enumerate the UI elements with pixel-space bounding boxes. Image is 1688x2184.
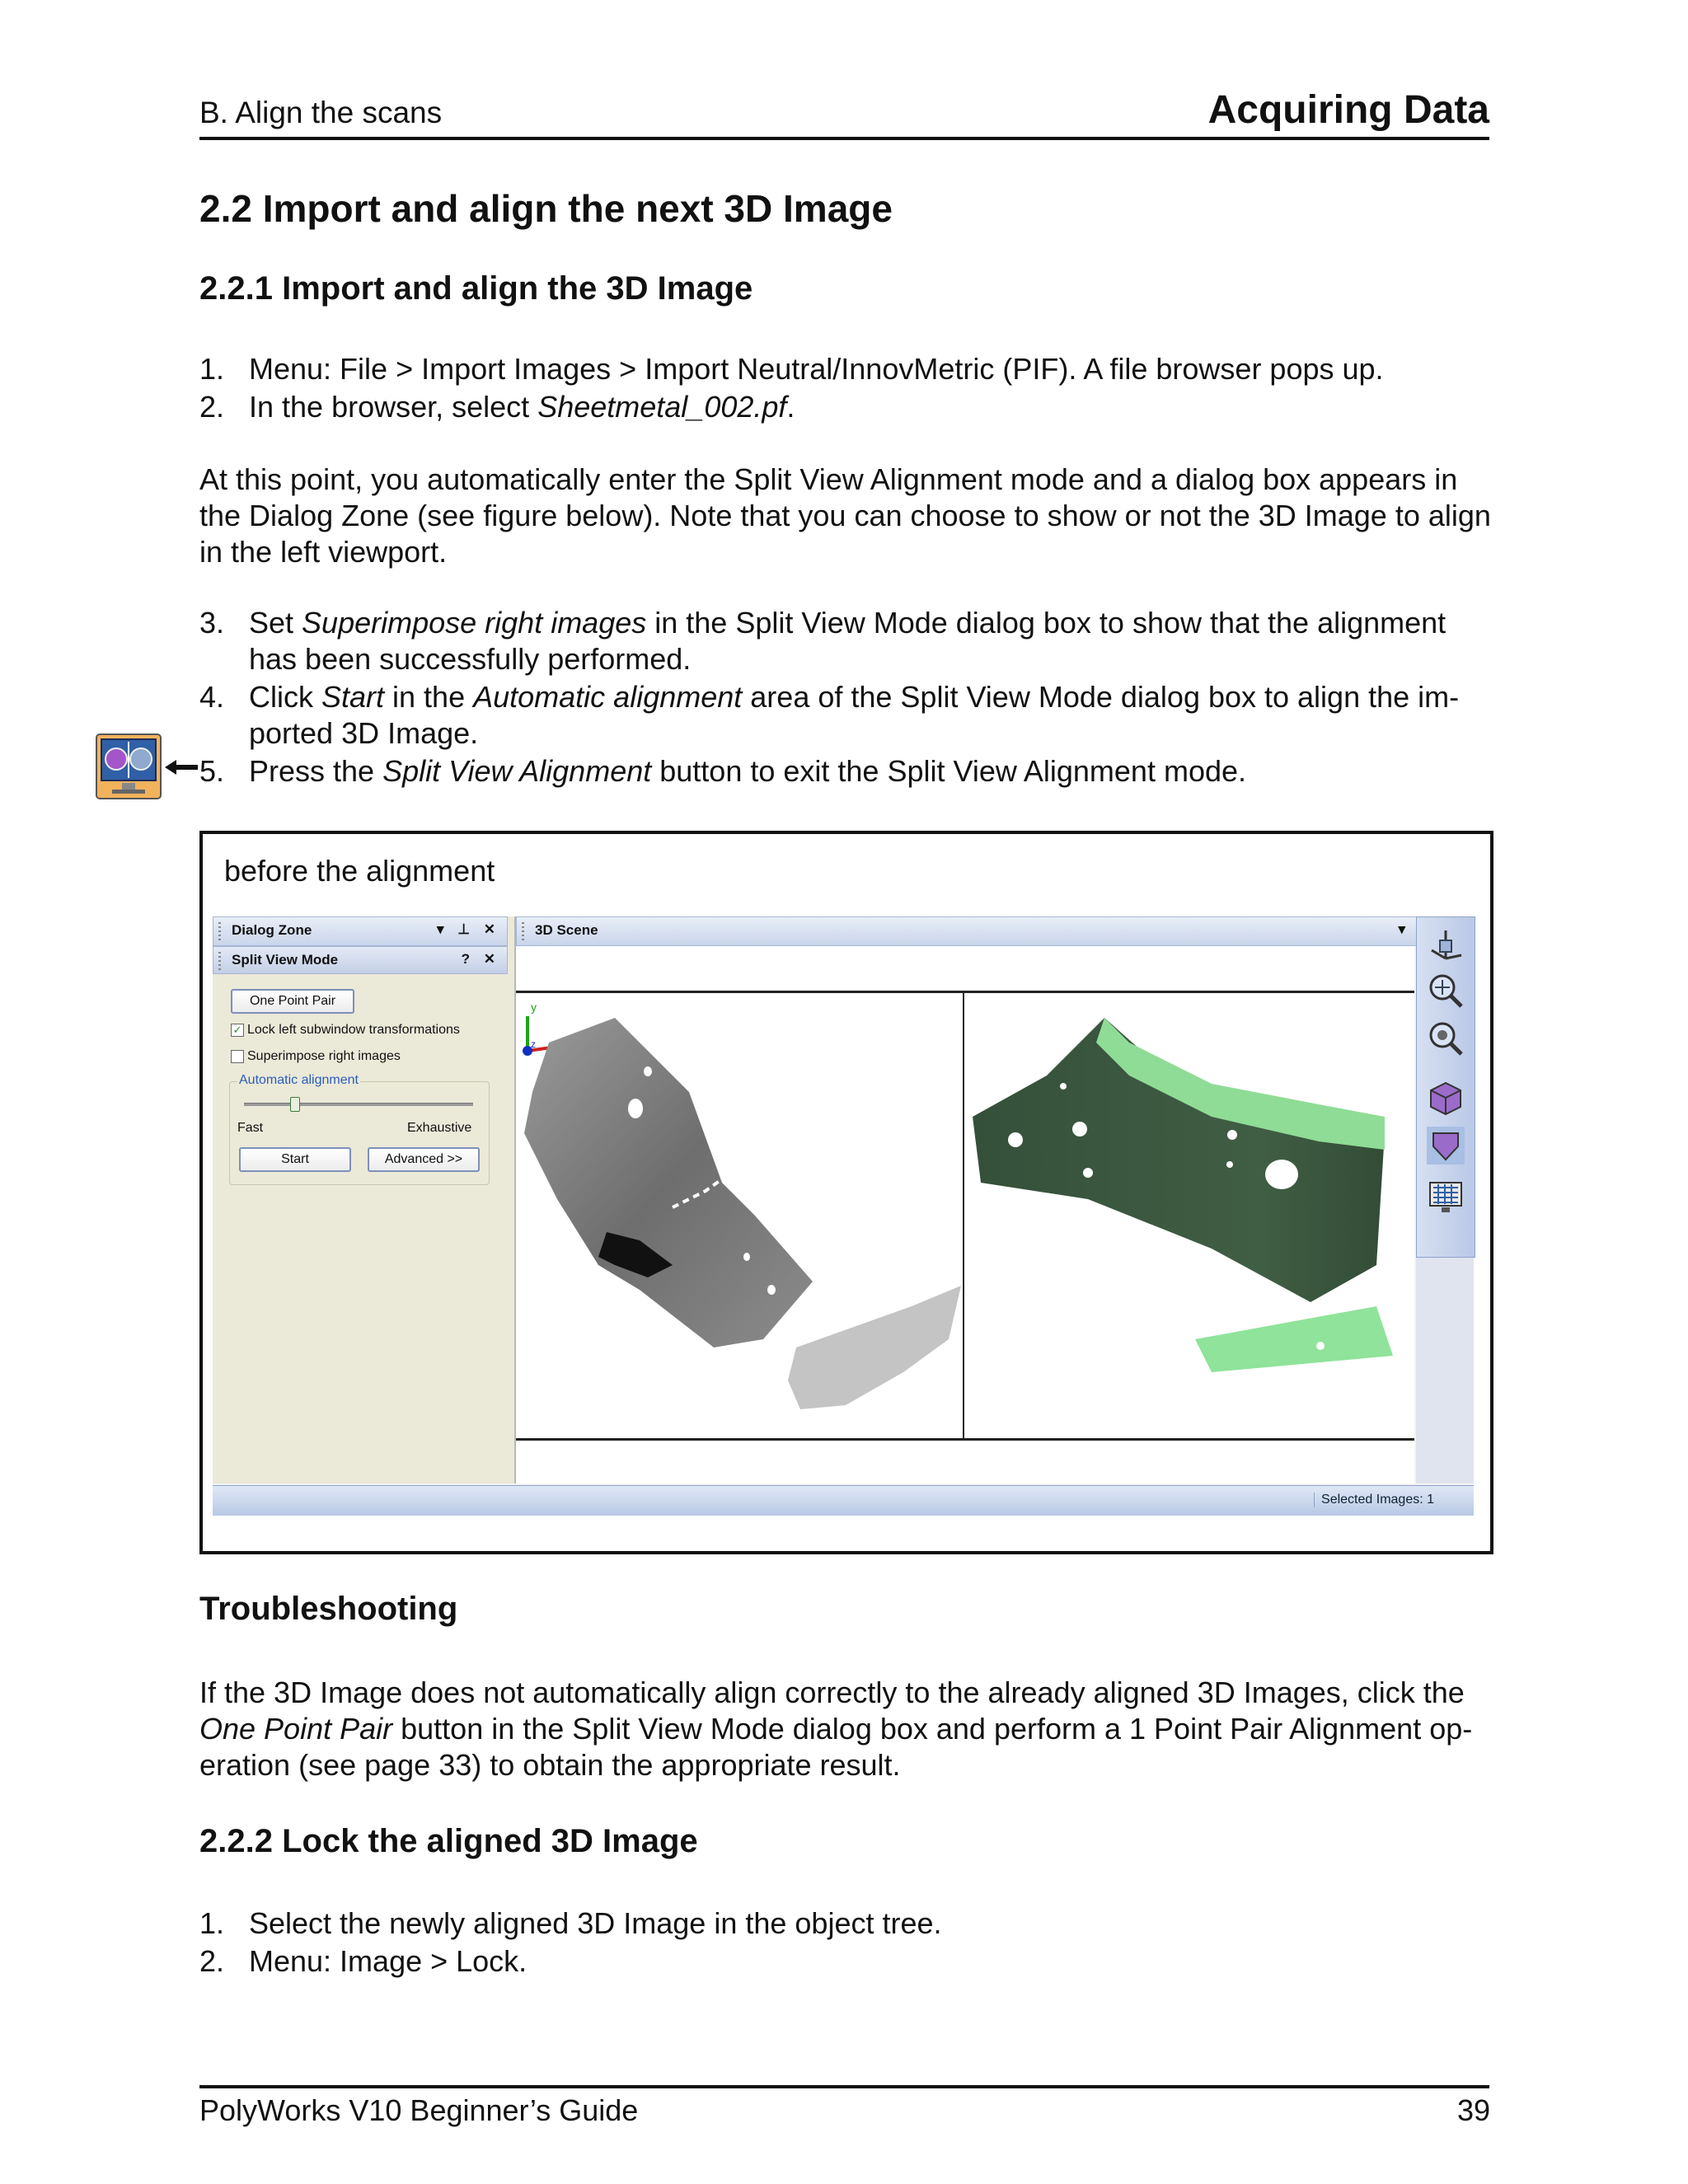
exhaustive-label: Exhaustive (407, 1121, 472, 1135)
scene-top-area (516, 946, 1414, 989)
view-toolbar (1416, 916, 1475, 1258)
scene-titlebar[interactable] (516, 916, 1418, 946)
dialog-controls[interactable]: ? ✕ (461, 951, 500, 967)
section-2-2-heading: 2.2 Import and align the next 3D Image (199, 187, 893, 230)
footer-book-title: PolyWorks V10 Beginner’s Guide (199, 2093, 639, 2127)
pointer-arrow-icon (165, 758, 198, 776)
lock-left-checkbox[interactable]: ✓ Lock left subwindow transformations (231, 1023, 460, 1038)
checkmark-icon[interactable]: ✓ (231, 1024, 244, 1037)
zoom-fit-icon[interactable] (1427, 1019, 1465, 1057)
grip-icon[interactable] (218, 952, 221, 970)
grip-icon[interactable] (522, 922, 524, 940)
split-view-mode-title: Split View Mode (232, 952, 339, 968)
footer-rule (199, 2085, 1489, 2088)
scan-gray-3d-image (516, 993, 963, 1438)
status-bar (213, 1485, 1474, 1516)
svg-text:y: y (531, 1001, 537, 1014)
superimpose-checkbox[interactable]: Superimpose right images (231, 1049, 401, 1064)
scene-title: 3D Scene (535, 922, 598, 938)
fast-label: Fast (237, 1121, 264, 1135)
section-2-2-1-heading: 2.2.1 Import and align the 3D Image (199, 270, 753, 307)
selected-images-status: Selected Images: 1 (1314, 1493, 1434, 1507)
page-number: 39 (1456, 2093, 1490, 2127)
split-view-alignment-icon (94, 732, 163, 801)
split-view-mode-titlebar[interactable] (213, 946, 508, 974)
left-viewport[interactable] (516, 991, 965, 1441)
panel-controls[interactable]: ▾ ⊥ ✕ (436, 921, 500, 937)
running-header-section: B. Align the scans (199, 96, 443, 129)
grip-icon[interactable] (218, 922, 221, 940)
section-2-2-2-heading: 2.2.2 Lock the aligned 3D Image (199, 1823, 698, 1859)
alignment-speed-slider[interactable] (244, 1103, 473, 1106)
troubleshooting-paragraph: If the 3D Image does not automatically align correctly to the already aligned 3D Images, click the One Point Pair button in the Split View Mode dialog box and perform a 1 Point Pair Alignment op-eration (see page 33) to obtain the appropriate result. (199, 1675, 1473, 1782)
one-point-pair-button[interactable]: One Point Pair (231, 989, 354, 1014)
transform-icon[interactable] (1427, 926, 1465, 963)
cube-icon[interactable] (1427, 1079, 1465, 1117)
figure-caption: before the alignment (224, 854, 495, 888)
slider-thumb[interactable] (290, 1097, 300, 1112)
start-button[interactable]: Start (239, 1147, 351, 1172)
advanced-button[interactable]: Advanced >> (368, 1147, 480, 1172)
scan-green-3d-image (964, 993, 1414, 1438)
toolbar-background (1416, 1258, 1474, 1483)
running-header-chapter: Acquiring Data (1207, 88, 1489, 132)
troubleshooting-heading: Troubleshooting (199, 1591, 458, 1627)
dialog-zone-titlebar[interactable] (213, 916, 508, 946)
shield-view-icon[interactable] (1427, 1127, 1465, 1165)
chevron-down-icon[interactable]: ▾ (1398, 921, 1410, 937)
split-view-icon[interactable] (1427, 1178, 1465, 1216)
dialog-zone-title: Dialog Zone (232, 922, 312, 938)
header-rule (199, 137, 1489, 140)
svg-text:z: z (531, 1038, 536, 1050)
intro-paragraph: At this point, you automatically enter the Split View Alignment mode and a dialog box appears in the Dialog Zone (see figure below). Note that you can choose to show or not the 3D Image to align in the left viewport. (199, 462, 1491, 569)
zoom-icon[interactable] (1427, 972, 1465, 1010)
automatic-alignment-label: Automatic alignment (239, 1073, 359, 1087)
right-viewport[interactable] (964, 991, 1414, 1441)
scene-bottom-area (516, 1441, 1414, 1483)
